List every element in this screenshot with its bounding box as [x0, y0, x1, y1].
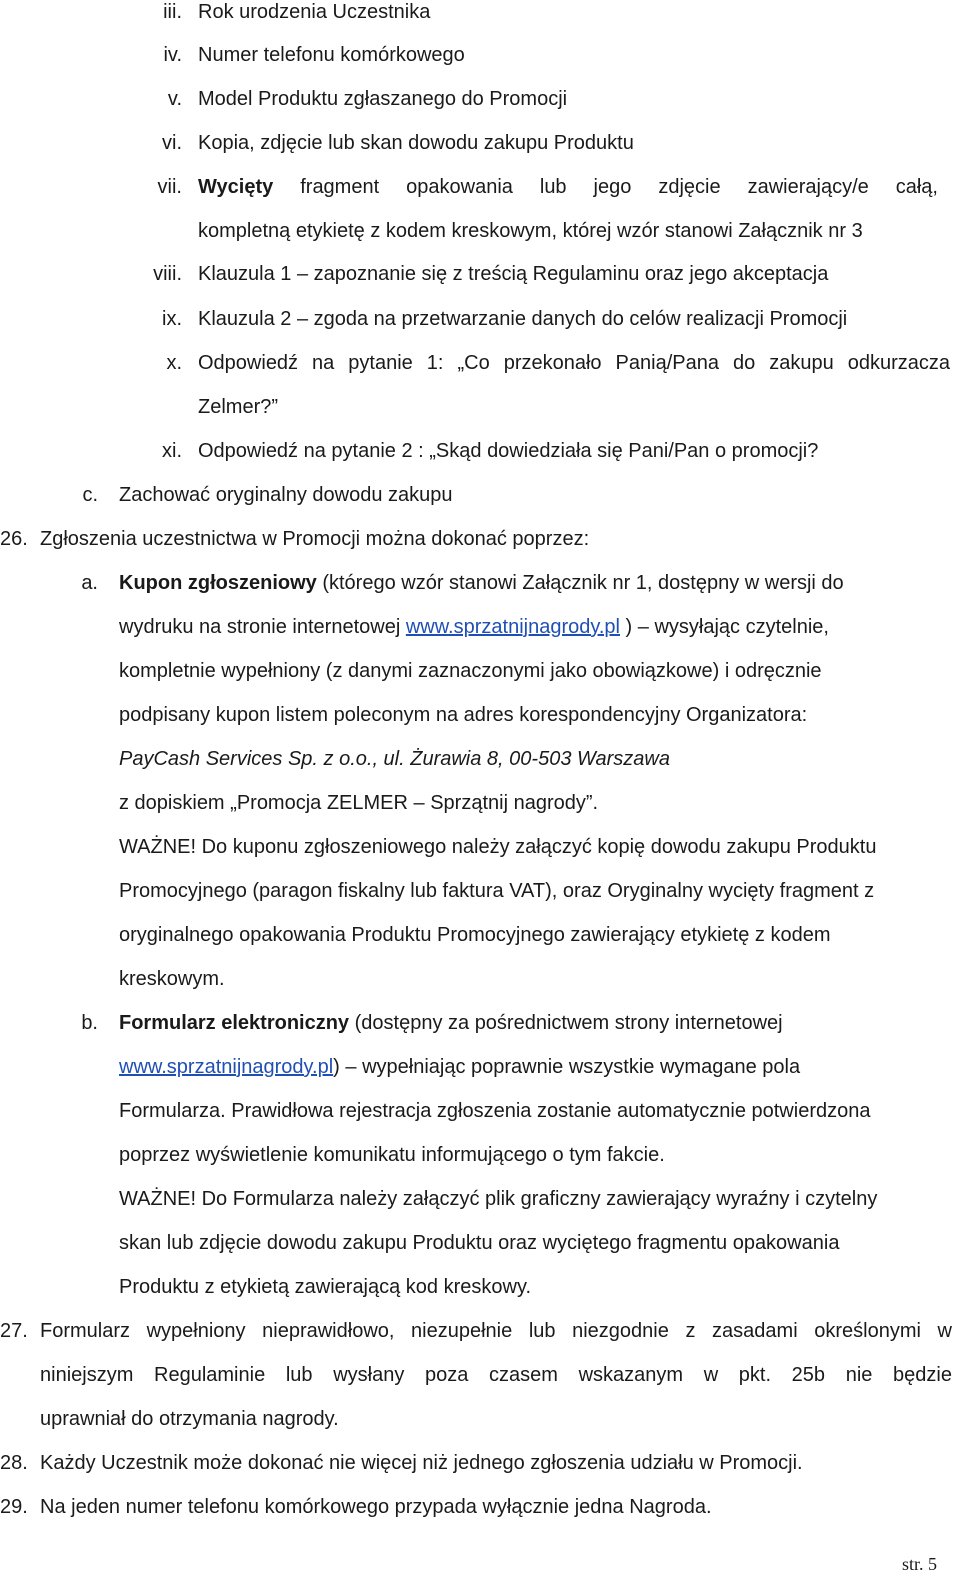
item-text-line2: kompletną etykietę z kodem kreskowym, której wzór stanowi Załącznik nr 3	[198, 220, 863, 242]
item-text-line2: Zelmer?”	[198, 396, 279, 418]
important-note-line4: kreskowym.	[119, 968, 225, 990]
paragraph-number: 27.	[0, 1320, 28, 1342]
subitem-text-line1	[119, 1011, 783, 1035]
paragraph-text-line2: niniejszym Regulaminie lub wysłany poza czasem wskazanym w pkt. 25b nie będzie	[40, 1364, 952, 1386]
text-span: ) – wypełniając poprawnie wszystkie wymagane pola	[333, 1056, 801, 1078]
item-text-rest: fragment opakowania lub jego zdjęcie zawierający/e całą,	[273, 176, 938, 198]
item-number: viii.	[153, 263, 182, 285]
item-text: Rok urodzenia Uczestnika	[198, 1, 431, 23]
important-note-line2: skan lub zdjęcie dowodu zakupu Produktu oraz wyciętego fragmentu opakowania	[119, 1232, 840, 1254]
item-number: x.	[166, 352, 182, 374]
item-number: xi.	[162, 440, 182, 462]
item-text: Odpowiedź na pytanie 1: „Co przekonało Panią/Pana do zakupu odkurzacza	[198, 352, 950, 374]
item-number: vi.	[162, 132, 182, 154]
address-text: PayCash Services Sp. z o.o., ul. Żurawia 8, 00-503 Warszawa	[119, 748, 670, 770]
paragraph-number: 26.	[0, 528, 28, 550]
subitem-text-line3: kompletnie wypełniony (z danymi zaznaczonymi jako obowiązkowe) i odręcznie	[119, 660, 822, 682]
subitem-bold-lead: Formularz elektroniczny	[119, 1012, 350, 1034]
text-span: wydruku na stronie internetowej	[119, 616, 406, 638]
item-letter: c.	[82, 484, 98, 506]
paragraph-number: 28.	[0, 1452, 28, 1474]
item-number: v.	[167, 88, 182, 110]
paragraph-text: Na jeden numer telefonu komórkowego przypada wyłącznie jedna Nagroda.	[40, 1496, 712, 1518]
text-span: ) – wysyłając czytelnie,	[620, 616, 829, 638]
important-note-line2: Promocyjnego (paragon fiskalny lub faktura VAT), oraz Oryginalny wycięty fragment z	[119, 880, 875, 902]
page-number: str. 5	[902, 1554, 938, 1574]
subitem-text-rest: (którego wzór stanowi Załącznik nr 1, dostępny w wersji do	[316, 572, 844, 594]
subitem-text-line2	[119, 615, 829, 639]
subitem-text-rest: (dostępny za pośrednictwem strony internetowej	[349, 1012, 783, 1034]
paragraph-text: Każdy Uczestnik może dokonać nie więcej niż jednego zgłoszenia udziału w Promocji.	[40, 1452, 803, 1474]
item-text: Zachować oryginalny dowodu zakupu	[119, 484, 453, 506]
paragraph-number: 29.	[0, 1496, 28, 1518]
item-text: Model Produktu zgłaszanego do Promocji	[198, 88, 568, 110]
item-number: iii.	[163, 1, 182, 23]
website-link[interactable]: www.sprzatnijnagrody.pl	[119, 1056, 334, 1078]
subitem-text-line1	[119, 571, 844, 595]
important-note-line3: oryginalnego opakowania Produktu Promocyjnego zawierający etykietę z kodem	[119, 924, 831, 946]
subitem-bold-lead: Kupon zgłoszeniowy	[119, 572, 317, 594]
paragraph-text: Zgłoszenia uczestnictwa w Promocji można dokonać poprzez:	[40, 528, 590, 550]
item-text: Numer telefonu komórkowego	[198, 44, 465, 66]
subitem-text-line3: Formularza. Prawidłowa rejestracja zgłoszenia zostanie automatycznie potwierdzona	[119, 1100, 871, 1122]
item-text	[198, 175, 938, 199]
item-letter: a.	[81, 572, 98, 594]
important-note-line3: Produktu z etykietą zawierającą kod kreskowy.	[119, 1276, 532, 1298]
important-note-line1: WAŻNE! Do Formularza należy załączyć plik graficzny zawierający wyraźny i czytelny	[119, 1188, 878, 1210]
item-text: Kopia, zdjęcie lub skan dowodu zakupu Produktu	[198, 132, 634, 154]
item-text: Klauzula 1 – zapoznanie się z treścią Regulaminu oraz jego akceptacja	[198, 263, 829, 285]
organizer-address	[119, 747, 670, 771]
item-text: Klauzula 2 – zgoda na przetwarzanie danych do celów realizacji Promocji	[198, 308, 848, 330]
paragraph-text-line3: uprawniał do otrzymania nagrody.	[40, 1408, 339, 1430]
item-bold-lead: Wycięty	[198, 176, 274, 198]
paragraph-text-line1: Formularz wypełniony nieprawidłowo, niezupełnie lub niezgodnie z zasadami określonymi w	[40, 1320, 952, 1342]
item-number: vii.	[157, 176, 182, 198]
subitem-text-line2	[119, 1055, 800, 1079]
subitem-text-line6: z dopiskiem „Promocja ZELMER – Sprzątnij nagrody”.	[119, 792, 599, 814]
website-link[interactable]: www.sprzatnijnagrody.pl	[405, 616, 620, 638]
important-note-line1: WAŻNE! Do kuponu zgłoszeniowego należy załączyć kopię dowodu zakupu Produktu	[119, 836, 877, 858]
item-text: Odpowiedź na pytanie 2 : „Skąd dowiedziała się Pani/Pan o promocji?	[198, 440, 819, 462]
subitem-text-line4: podpisany kupon listem poleconym na adres korespondencyjny Organizatora:	[119, 704, 808, 726]
item-number: ix.	[162, 308, 182, 330]
item-letter: b.	[81, 1012, 98, 1034]
item-number: iv.	[163, 44, 182, 66]
subitem-text-line4: poprzez wyświetlenie komunikatu informującego o tym fakcie.	[119, 1144, 665, 1166]
